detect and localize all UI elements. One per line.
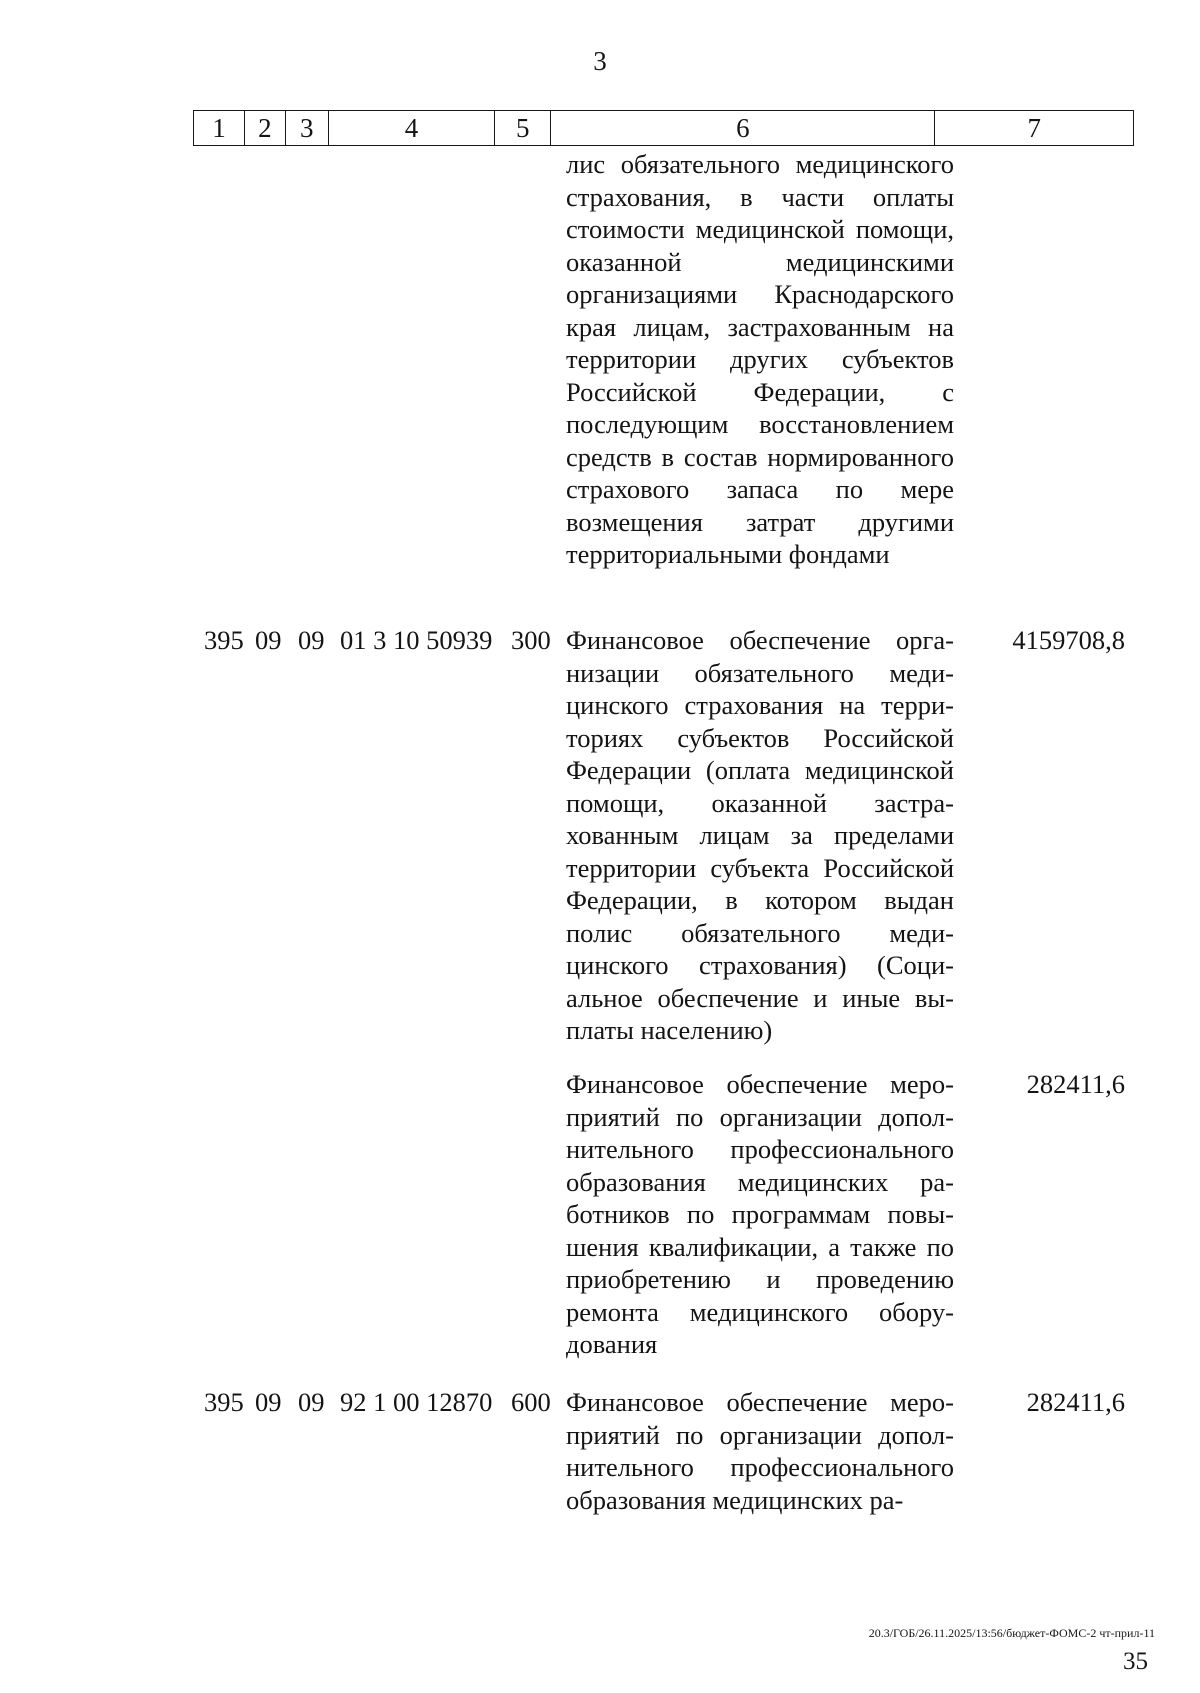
code-subsection: 09 [298, 1387, 325, 1417]
row-amount: 282411,6 [1026, 1387, 1125, 1417]
page-number: 3 [593, 46, 607, 76]
header-col-4: 4 [329, 111, 496, 145]
table-header [193, 110, 1134, 146]
code-admin: 395 [204, 1387, 244, 1417]
code-section: 09 [255, 1387, 282, 1417]
code-section: 09 [255, 625, 282, 655]
header-col-6: 6 [551, 111, 935, 145]
code-admin: 395 [204, 625, 244, 655]
header-col-1: 1 [194, 111, 245, 145]
sheet-number: 35 [1123, 1648, 1148, 1675]
code-target: 01 3 10 50939 [340, 625, 493, 655]
document-code: 20.3/ГОБ/26.11.2025/13:56/бюджет-ФОМС-2 чт-прил-11 [868, 1626, 1155, 1640]
header-col-3: 3 [286, 111, 329, 145]
code-target: 92 1 00 12870 [340, 1387, 493, 1417]
code-expense-type: 300 [511, 625, 551, 655]
code-expense-type: 600 [511, 1387, 551, 1417]
header-col-2: 2 [245, 111, 286, 145]
row-description: лис обязательного медицинского страхования, в части оплаты стоимости медицинской помощи, оказанной медицинскими организациями Краснодарского края лицам, застрахованным на территории других субъектов Российской Федерации, с последующим восстановлением средств в состав нормированного страхового запаса по мере возмещения затрат другими территориальными фондами [566, 149, 954, 569]
header-col-7: 7 [1027, 112, 1041, 143]
row-description: Финансовое обеспечение мероприятий по организации дополнительного профессионального образования медицинских ра- [566, 1387, 954, 1515]
row-amount: 4159708,8 [1012, 625, 1125, 655]
row-description: Финансовое обеспечение организации обязательного медицинского страхования на территориях субъектов Российской Федерации (оплата медицинской помощи, оказанной застрахованным лицам за пределами территории субъекта Российской Федерации, в котором выдан полис обязательного медицинского страхования) (Социальное обеспечение и иные выплаты населению) [566, 625, 954, 1045]
row-description: Финансовое обеспечение мероприятий по организации дополнительного профессионального образования медицинских работников по программам повышения квалификации, а также по приобретению и проведению ремонта медицинского оборудования [566, 1069, 954, 1359]
code-subsection: 09 [298, 625, 325, 655]
row-amount: 282411,6 [1026, 1069, 1125, 1099]
header-col-5: 5 [495, 111, 551, 145]
